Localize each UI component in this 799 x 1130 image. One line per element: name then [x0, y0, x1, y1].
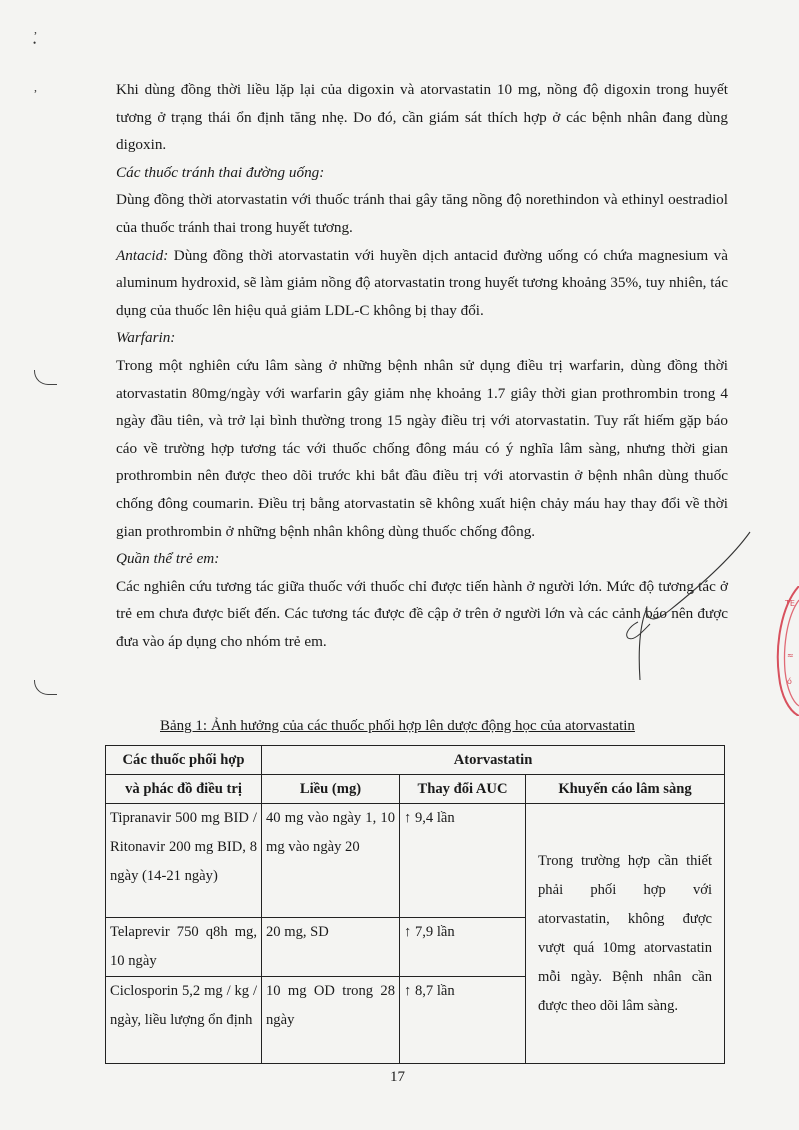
- margin-mark: ,: [34, 80, 37, 94]
- table-row: [106, 804, 725, 918]
- punch-hole-mark: [34, 370, 57, 385]
- heading-pediatric: Quần thể trẻ em:: [116, 550, 220, 568]
- heading-oral-contraceptives: Các thuốc tránh thai đường uống:: [116, 163, 325, 181]
- punch-hole-mark: [34, 680, 57, 695]
- interaction-table: [105, 745, 725, 1064]
- svg-text:ó: ó: [787, 677, 792, 686]
- paragraph-oral-contraceptives: Dùng đồng thời atorvastatin với thuốc tránh thai gây tăng nồng độ norethindon và ethinyl oestradiol của thuốc tránh thai trong huyết tương.: [116, 191, 728, 236]
- header-dose: Liều (mg): [262, 775, 400, 804]
- table-subheader-row: [106, 775, 725, 804]
- heading-antacid: Antacid:: [116, 246, 169, 264]
- cell-auc: ↑ 9,4 lần: [400, 804, 526, 918]
- svg-text:≈: ≈: [787, 651, 794, 660]
- header-advice: Khuyến cáo lâm sàng: [526, 775, 725, 804]
- cell-drug: Telaprevir 750 q8h mg, 10 ngày: [106, 918, 262, 977]
- heading-warfarin: Warfarin:: [116, 329, 176, 347]
- header-atorvastatin: Atorvastatin: [262, 746, 725, 775]
- header-auc: Thay đổi AUC: [400, 775, 526, 804]
- margin-mark: ,: [34, 22, 37, 36]
- antacid-text: Dùng đồng thời atorvastatin với huyền dịch antacid đường uống có chứa magnesium và aluminum hydroxid, sẽ làm giảm nồng độ atorvastatin trong huyết tương khoảng 35%, tuy nhiên, tác dụng của thuốc lên hiệu quả giảm LDL-C không bị thay đổi.: [116, 246, 728, 319]
- cell-dose: 10 mg OD trong 28 ngày: [262, 977, 400, 1064]
- table-header-row: [106, 746, 725, 775]
- margin-mark: •: [33, 38, 37, 48]
- cell-drug: Ciclosporin 5,2 mg / kg / ngày, liều lượng ổn định: [106, 977, 262, 1064]
- cell-dose: 20 mg, SD: [262, 918, 400, 977]
- cell-advice: Trong trường hợp cần thiết phải phối hợp với atorvastatin, không được vượt quá 10mg atorvastatin mỗi ngày. Bệnh nhân cần được theo dõi lâm sàng.: [526, 804, 725, 1064]
- header-drugs: Các thuốc phối hợp: [106, 746, 262, 775]
- cell-auc: ↑ 8,7 lần: [400, 977, 526, 1064]
- page-number: 17: [390, 1069, 405, 1085]
- cell-dose: 40 mg vào ngày 1, 10 mg vào ngày 20: [262, 804, 400, 918]
- paragraph-warfarin: Trong một nghiên cứu lâm sàng ở những bệnh nhân sử dụng điều trị warfarin, dùng đồng thời atorvastatin 80mg/ngày với warfarin gây giảm nhẹ khoảng 1.7 giây thời gian prothrombin trong 4 ngày đầu tiên, và trở lại bình thường trong 15 ngày điều trị với atorvastatin. Tuy rất hiếm gặp báo cáo về trường hợp tương tác với thuốc chống đông máu có ý nghĩa lâm sàng, nhưng thời gian prothrombin nên được theo dõi trước khi bắt đầu điều trị với atorvastin ở bệnh nhân dùng thuốc chống đông coumarin. Điều trị bằng atorvastatin sẽ không xuất hiện chảy máu hay thay đổi về thời gian prothrombin ở những bệnh nhân không dùng thuốc chống đông.: [116, 356, 728, 540]
- paragraph-antacid: [116, 242, 728, 325]
- red-stamp: [773, 586, 799, 716]
- paragraph-digoxin: Khi dùng đồng thời liều lặp lại của digoxin và atorvastatin 10 mg, nồng độ digoxin trong huyết tương ở trạng thái ổn định tăng nhẹ. Do đó, cần giám sát thích hợp ở các bệnh nhân đang dùng digoxin.: [116, 81, 728, 154]
- cell-auc: ↑ 7,9 lần: [400, 918, 526, 977]
- svg-text:TE: TE: [785, 599, 795, 608]
- table-caption: Bảng 1: Ảnh hưởng của các thuốc phối hợp lên dược động học của atorvastatin: [160, 718, 635, 734]
- handwritten-signature: [600, 530, 760, 700]
- header-regimen: và phác đồ điều trị: [106, 775, 262, 804]
- paragraph-pediatric: Các nghiên cứu tương tác giữa thuốc với thuốc chỉ được tiến hành ở người lớn. Mức độ tương tác ở trẻ em chưa được biết đến. Các tương tác được đề cập ở trên ở người lớn và các cảnh báo nên được đưa vào áp dụng cho nhóm trẻ em.: [116, 577, 728, 650]
- cell-drug: Tipranavir 500 mg BID / Ritonavir 200 mg BID, 8 ngày (14-21 ngày): [106, 804, 262, 918]
